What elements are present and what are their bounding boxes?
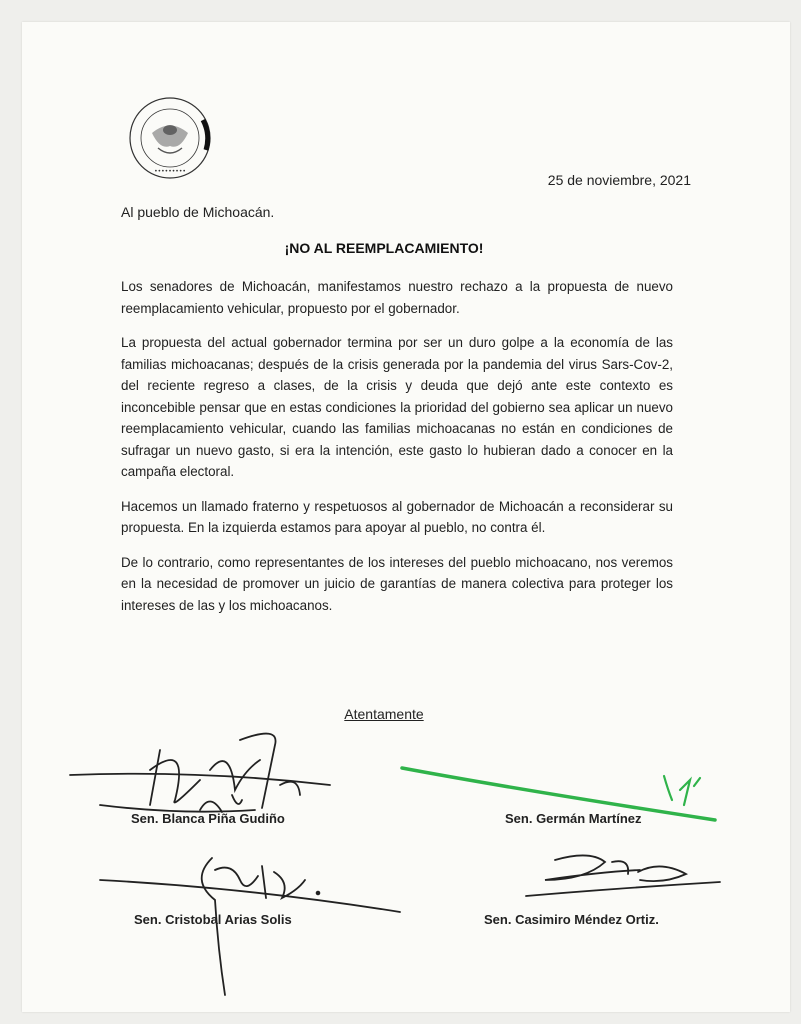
signature-name-casimiro: Sen. Casimiro Méndez Ortiz.	[484, 912, 659, 927]
letter-closing: Atentamente	[344, 706, 424, 722]
body-paragraph-2: La propuesta del actual gobernador termina por ser un duro golpe a la economía de las familias michoacanas; después de la crisis generada por la pandemia del virus Sars-Cov-2, del reciente regreso a clases, de la crisis y deuda que dejó ante este contexto es inconcebible pensar que en estas condiciones la prioridad del gobierno sea aplicar un nuevo reemplacamiento vehicular, cuando las familias michoacanas no están en condiciones de sufragar un nuevo gasto, si era la intención, este gasto lo hubieran dado a conocer en la campaña electoral.	[121, 335, 673, 479]
signature-name-blanca: Sen. Blanca Piña Gudiño	[131, 811, 285, 826]
signature-name-cristobal: Sen. Cristobal Arias Solis	[134, 912, 292, 927]
letter-body	[121, 276, 673, 629]
body-paragraph-4: De lo contrario, como representantes de los intereses del pueblo michoacano, nos veremos en la necesidad de promover un juicio de garantías de manera colectiva para proteger los intereses de las y los michoacanos.	[121, 554, 673, 613]
body-paragraph-1: Los senadores de Michoacán, manifestamos nuestro rechazo a la propuesta de nuevo reemplacamiento vehicular, propuesto por el gobernador.	[121, 279, 673, 316]
svg-text:•••••••••: •••••••••	[154, 168, 186, 175]
signature-name-german: Sen. Germán Martínez	[505, 811, 642, 826]
body-paragraph-3: Hacemos un llamado fraterno y respetuosos al gobernador de Michoacán a reconsiderar su propuesta. En la izquierda estamos para apoyar al pueblo, no contra él.	[121, 498, 673, 535]
letter-date: 25 de noviembre, 2021	[547, 172, 691, 188]
letter-greeting: Al pueblo de Michoacán.	[121, 204, 275, 220]
letter-headline: ¡NO AL REEMPLACAMIENTO!	[284, 240, 484, 256]
senate-seal-logo	[120, 88, 220, 188]
